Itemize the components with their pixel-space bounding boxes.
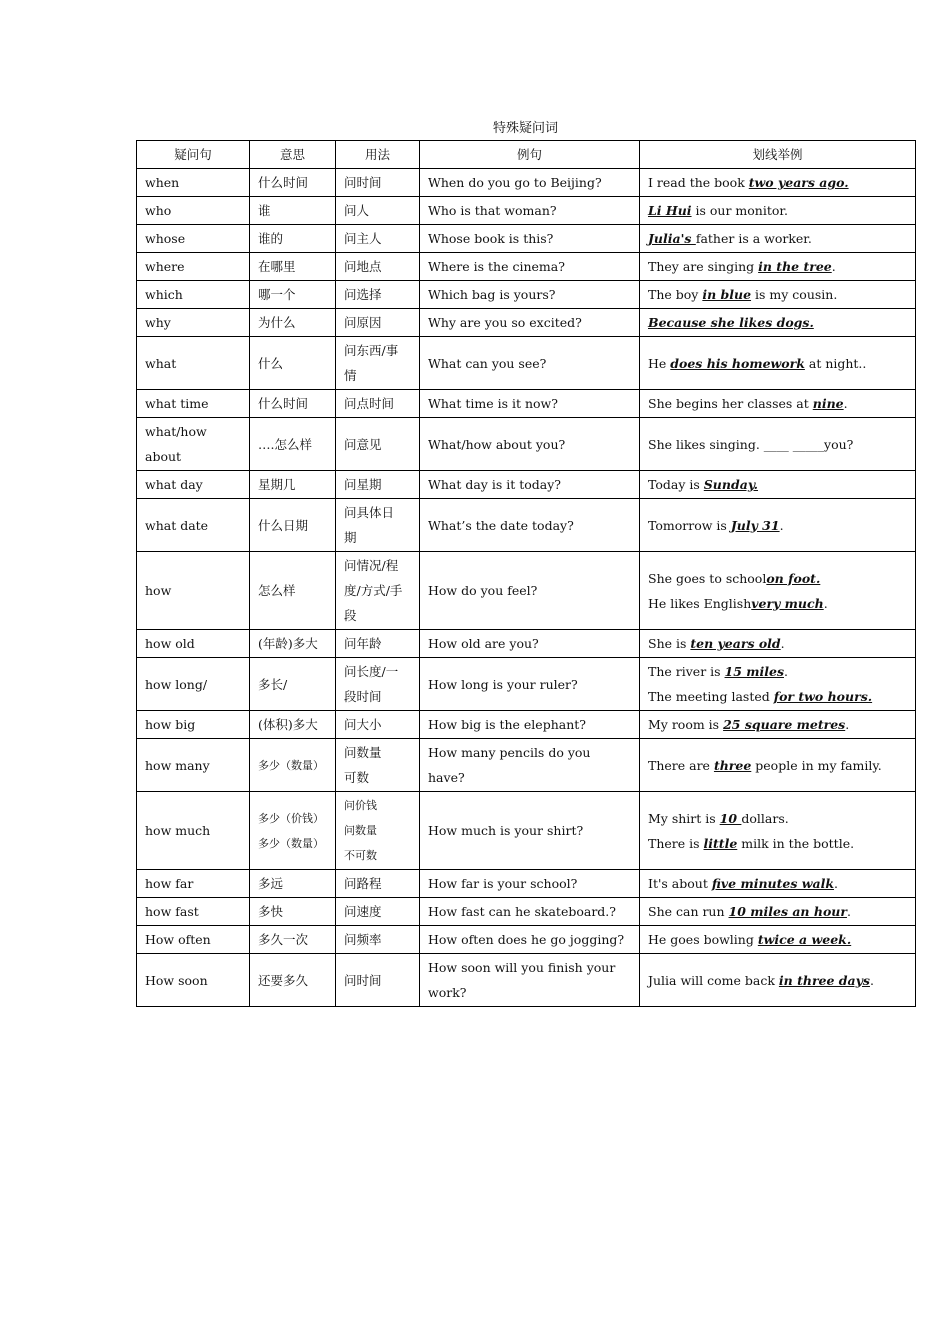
meaning-cell	[250, 471, 336, 499]
example-cell: How big is the elephant?	[420, 711, 640, 739]
meaning-cell	[250, 552, 336, 630]
example-text: The river is	[648, 664, 725, 679]
meaning-cell	[250, 926, 336, 954]
usage-line: 问长度/一	[344, 664, 399, 679]
header-underline-example: 划线举例	[640, 141, 916, 169]
example-cell: What’s the date today?	[420, 499, 640, 552]
underline-example-line	[648, 631, 907, 656]
underlined-answer: does his homework	[670, 355, 805, 371]
example-text: She begins her classes at	[648, 396, 813, 411]
usage-line: 问原因	[344, 315, 382, 330]
underline-example-cell	[640, 253, 916, 281]
usage-cell	[336, 390, 420, 418]
table-row	[137, 870, 916, 898]
meaning-line: ….怎么样	[258, 436, 312, 452]
question-word-cell: How soon	[137, 954, 250, 1007]
example-cell: How old are you?	[420, 630, 640, 658]
underline-example-line	[648, 432, 907, 457]
meaning-line: (年龄)多大	[258, 636, 318, 651]
meaning-cell	[250, 169, 336, 197]
example-text: .	[831, 259, 836, 274]
usage-line: 问东西/事	[344, 343, 399, 358]
meaning-line: 在哪里	[258, 259, 296, 274]
example-text: .	[779, 517, 784, 533]
table-row	[137, 711, 916, 739]
underline-example-cell	[640, 870, 916, 898]
example-cell: How soon will you finish your work?	[420, 954, 640, 1007]
header-meaning: 意思	[250, 141, 336, 169]
example-text: There is	[648, 835, 704, 851]
example-text: people in my family.	[751, 757, 882, 773]
example-text: .	[843, 396, 848, 411]
underline-example-line	[648, 871, 907, 896]
underlined-answer: Li Hui	[648, 203, 692, 218]
underline-example-cell	[640, 499, 916, 552]
meaning-cell	[250, 658, 336, 711]
table-row	[137, 898, 916, 926]
question-word-cell: how many	[137, 739, 250, 792]
usage-line: 问年龄	[344, 636, 382, 651]
usage-line: 问选择	[344, 287, 382, 302]
example-text: There are	[648, 757, 714, 773]
example-text: He likes English	[648, 595, 752, 611]
meaning-line: 什么	[258, 355, 284, 371]
underline-example-line	[648, 226, 907, 251]
underline-example-line	[648, 310, 907, 335]
meaning-line: (体积)多大	[258, 717, 318, 732]
underline-example-line	[648, 968, 907, 993]
table-row	[137, 792, 916, 870]
question-word-cell: what date	[137, 499, 250, 552]
underlined-answer: two years ago.	[748, 175, 849, 190]
example-text: He	[648, 355, 671, 371]
example-cell: Where is the cinema?	[420, 253, 640, 281]
usage-cell	[336, 711, 420, 739]
table-row	[137, 552, 916, 630]
underline-example-line	[648, 753, 907, 778]
underline-example-line	[648, 513, 907, 538]
usage-cell	[336, 954, 420, 1007]
question-word-cell: whose	[137, 225, 250, 253]
example-text: .	[845, 717, 850, 732]
meaning-line: 怎么样	[258, 583, 296, 598]
underlined-answer: on foot.	[766, 570, 821, 586]
underline-example-line	[648, 684, 907, 709]
example-text: milk in the bottle.	[737, 835, 855, 851]
underline-example-cell	[640, 552, 916, 630]
usage-cell	[336, 739, 420, 792]
meaning-cell	[250, 499, 336, 552]
example-cell: Whose book is this?	[420, 225, 640, 253]
table-row	[137, 337, 916, 390]
meaning-line: 多少（数量）	[258, 836, 324, 850]
meaning-cell	[250, 225, 336, 253]
underline-example-line	[648, 472, 907, 497]
example-text: I read the book	[648, 175, 749, 190]
example-cell: How many pencils do you have?	[420, 739, 640, 792]
example-text: dollars.	[741, 810, 789, 826]
underlined-answer: in three days	[778, 972, 870, 988]
example-cell: Which bag is yours?	[420, 281, 640, 309]
usage-line: 问价钱	[344, 799, 377, 812]
usage-line: 期	[344, 530, 357, 545]
question-word-cell: How often	[137, 926, 250, 954]
underline-example-line	[648, 712, 907, 737]
underline-example-cell	[640, 337, 916, 390]
example-text: She can run	[648, 904, 729, 919]
usage-cell	[336, 552, 420, 630]
underline-example-cell	[640, 281, 916, 309]
meaning-cell	[250, 390, 336, 418]
underline-example-line	[648, 591, 907, 616]
header-usage: 用法	[336, 141, 420, 169]
usage-line: 段时间	[344, 689, 382, 704]
underlined-answer: nine	[812, 396, 844, 411]
example-text: He goes bowling	[648, 932, 758, 947]
meaning-line: 多快	[258, 904, 284, 919]
underline-example-cell	[640, 711, 916, 739]
underline-example-cell	[640, 225, 916, 253]
meaning-line: 为什么	[258, 315, 296, 330]
underlined-answer: very much	[751, 595, 824, 611]
example-cell: How fast can he skateboard.?	[420, 898, 640, 926]
meaning-cell	[250, 711, 336, 739]
meaning-cell	[250, 281, 336, 309]
usage-cell	[336, 337, 420, 390]
underlined-answer: twice a week.	[757, 932, 852, 947]
table-row	[137, 418, 916, 471]
meaning-cell	[250, 337, 336, 390]
example-text: .	[784, 664, 788, 679]
document-title: 特殊疑问词	[492, 121, 558, 136]
example-cell: Who is that woman?	[420, 197, 640, 225]
example-cell: What day is it today?	[420, 471, 640, 499]
usage-line: 问人	[344, 203, 370, 218]
underlined-answer: 10 miles an hour	[728, 904, 847, 919]
header-example: 例句	[420, 141, 640, 169]
meaning-line: 什么时间	[258, 396, 309, 411]
table-row	[137, 390, 916, 418]
usage-cell	[336, 898, 420, 926]
example-cell: When do you go to Beijing?	[420, 169, 640, 197]
usage-line: 问情况/程	[344, 558, 399, 573]
underline-example-line	[648, 391, 907, 416]
underline-example-cell	[640, 630, 916, 658]
question-word-cell: where	[137, 253, 250, 281]
usage-cell	[336, 926, 420, 954]
example-cell: How long is your ruler?	[420, 658, 640, 711]
table-row	[137, 471, 916, 499]
question-word-cell: what	[137, 337, 250, 390]
underline-example-cell	[640, 418, 916, 471]
usage-cell	[336, 418, 420, 471]
question-word-cell: what day	[137, 471, 250, 499]
usage-line: 问时间	[344, 972, 382, 988]
usage-cell	[336, 870, 420, 898]
table-row	[137, 499, 916, 552]
example-cell: How often does he go jogging?	[420, 926, 640, 954]
table-row	[137, 169, 916, 197]
underlined-answer: ten years old	[690, 636, 781, 651]
usage-line: 问数量	[344, 745, 382, 760]
table-row	[137, 253, 916, 281]
table-row	[137, 225, 916, 253]
usage-cell	[336, 630, 420, 658]
underlined-answer: Sunday.	[703, 477, 759, 492]
example-text: Tomorrow is	[648, 517, 731, 533]
example-text: at night..	[804, 355, 867, 371]
example-cell: How do you feel?	[420, 552, 640, 630]
example-cell: How much is your shirt?	[420, 792, 640, 870]
meaning-line: 谁的	[258, 231, 284, 246]
meaning-cell	[250, 739, 336, 792]
usage-line: 度/方式/手	[344, 583, 403, 598]
usage-line: 问点时间	[344, 396, 395, 411]
question-word-cell: how	[137, 552, 250, 630]
meaning-line: 多远	[258, 876, 284, 891]
usage-line: 问星期	[344, 477, 382, 492]
example-cell: How far is your school?	[420, 870, 640, 898]
question-words-table	[136, 140, 916, 1007]
usage-line: 问时间	[344, 175, 382, 190]
underline-example-line	[648, 831, 907, 856]
meaning-cell	[250, 197, 336, 225]
meaning-line: 还要多久	[258, 972, 309, 988]
meaning-cell	[250, 898, 336, 926]
table-row	[137, 309, 916, 337]
meaning-line: 多少（数量）	[258, 758, 324, 772]
meaning-cell	[250, 309, 336, 337]
underline-example-cell	[640, 197, 916, 225]
underline-example-line	[648, 806, 907, 831]
example-text: father is a worker.	[695, 231, 812, 246]
underlined-answer: little	[703, 835, 738, 851]
usage-cell	[336, 225, 420, 253]
header-row	[137, 141, 916, 169]
usage-line: 情	[344, 368, 357, 383]
question-word-cell: how far	[137, 870, 250, 898]
example-text: .	[846, 904, 851, 919]
table-row	[137, 658, 916, 711]
underline-example-line	[648, 198, 907, 223]
example-text: The boy	[648, 287, 703, 302]
example-cell: What time is it now?	[420, 390, 640, 418]
example-text: is our monitor.	[691, 203, 788, 218]
meaning-cell	[250, 630, 336, 658]
usage-line: 问地点	[344, 259, 382, 274]
meaning-cell	[250, 870, 336, 898]
underlined-answer: three	[713, 757, 752, 773]
meaning-cell	[250, 418, 336, 471]
underline-example-line	[648, 282, 907, 307]
question-word-cell: what/how about	[137, 418, 250, 471]
meaning-line: 多久一次	[258, 932, 309, 947]
underline-example-cell	[640, 169, 916, 197]
meaning-line: 多长/	[258, 676, 288, 692]
question-word-cell: how big	[137, 711, 250, 739]
usage-line: 问数量	[344, 824, 377, 837]
question-word-cell: how much	[137, 792, 250, 870]
question-word-cell: who	[137, 197, 250, 225]
underline-example-cell	[640, 926, 916, 954]
underlined-answer: 10	[719, 810, 742, 826]
usage-cell	[336, 309, 420, 337]
question-word-cell: why	[137, 309, 250, 337]
underlined-answer: Because she likes dogs.	[648, 315, 814, 330]
example-text: They are singing	[648, 259, 759, 274]
meaning-cell	[250, 792, 336, 870]
underline-example-line	[648, 566, 907, 591]
example-text: She is	[648, 636, 691, 651]
usage-cell	[336, 169, 420, 197]
meaning-line: 星期几	[258, 477, 296, 492]
usage-line: 问意见	[344, 436, 382, 452]
usage-cell	[336, 197, 420, 225]
meaning-line: 哪一个	[258, 287, 296, 302]
usage-cell	[336, 792, 420, 870]
example-text: The meeting lasted	[648, 689, 774, 704]
underline-example-line	[648, 351, 907, 376]
usage-line: 问主人	[344, 231, 382, 246]
underline-example-cell	[640, 792, 916, 870]
usage-line: 不可数	[344, 849, 377, 862]
underline-example-line	[648, 254, 907, 279]
underlined-answer: 15 miles	[724, 664, 784, 679]
question-word-cell: when	[137, 169, 250, 197]
question-word-cell: how old	[137, 630, 250, 658]
underline-example-line	[648, 927, 907, 952]
usage-line: 问速度	[344, 904, 382, 919]
underlined-answer: in blue	[702, 287, 752, 302]
underline-example-cell	[640, 390, 916, 418]
usage-cell	[336, 471, 420, 499]
example-text: Today is	[648, 477, 704, 492]
usage-cell	[336, 658, 420, 711]
meaning-line: 多少（价钱）	[258, 811, 324, 825]
question-word-cell: what time	[137, 390, 250, 418]
table-row	[137, 926, 916, 954]
underline-example-cell	[640, 739, 916, 792]
underlined-answer: five minutes walk	[711, 876, 835, 891]
table-body	[137, 169, 916, 1007]
example-text: My room is	[648, 717, 724, 732]
usage-cell	[336, 253, 420, 281]
meaning-cell	[250, 954, 336, 1007]
question-word-cell: which	[137, 281, 250, 309]
question-word-cell: how fast	[137, 898, 250, 926]
example-text: She goes to school	[648, 570, 767, 586]
example-text: It's about	[648, 876, 712, 891]
usage-cell	[336, 499, 420, 552]
underline-example-cell	[640, 898, 916, 926]
meaning-line: 什么日期	[258, 517, 309, 533]
underlined-answer: for two hours.	[773, 689, 873, 704]
example-text: My shirt is	[648, 810, 720, 826]
meaning-line: 什么时间	[258, 175, 309, 190]
example-text: .	[834, 876, 838, 891]
example-text: .	[780, 636, 785, 651]
meaning-cell	[250, 253, 336, 281]
usage-line: 问频率	[344, 932, 382, 947]
usage-line: 可数	[344, 770, 370, 785]
underlined-answer: Julia's	[648, 231, 696, 246]
table-row	[137, 197, 916, 225]
underline-example-cell	[640, 954, 916, 1007]
question-word-cell: how long/	[137, 658, 250, 711]
example-text: is my cousin.	[751, 287, 838, 302]
example-text: She likes singing. ____ _____you?	[648, 436, 854, 452]
usage-line: 段	[344, 608, 357, 623]
table-row	[137, 630, 916, 658]
underlined-answer: 25 square metres	[723, 717, 846, 732]
underline-example-line	[648, 170, 907, 195]
table-row	[137, 281, 916, 309]
underlined-answer: July 31	[730, 517, 780, 533]
usage-line: 问具体日	[344, 505, 395, 520]
underline-example-line	[648, 899, 907, 924]
usage-cell	[336, 281, 420, 309]
example-cell: What can you see?	[420, 337, 640, 390]
underline-example-cell	[640, 471, 916, 499]
underline-example-cell	[640, 658, 916, 711]
usage-line: 问路程	[344, 876, 382, 891]
underline-example-line	[648, 659, 907, 684]
header-question-word: 疑问句	[137, 141, 250, 169]
underlined-answer: in the tree	[758, 259, 832, 274]
meaning-line: 谁	[258, 203, 271, 218]
usage-line: 问大小	[344, 717, 382, 732]
table-row	[137, 739, 916, 792]
example-text: .	[823, 595, 828, 611]
example-cell: What/how about you?	[420, 418, 640, 471]
underline-example-cell	[640, 309, 916, 337]
example-text: .	[869, 972, 874, 988]
table-row	[137, 954, 916, 1007]
example-cell: Why are you so excited?	[420, 309, 640, 337]
example-text: Julia will come back	[648, 972, 779, 988]
